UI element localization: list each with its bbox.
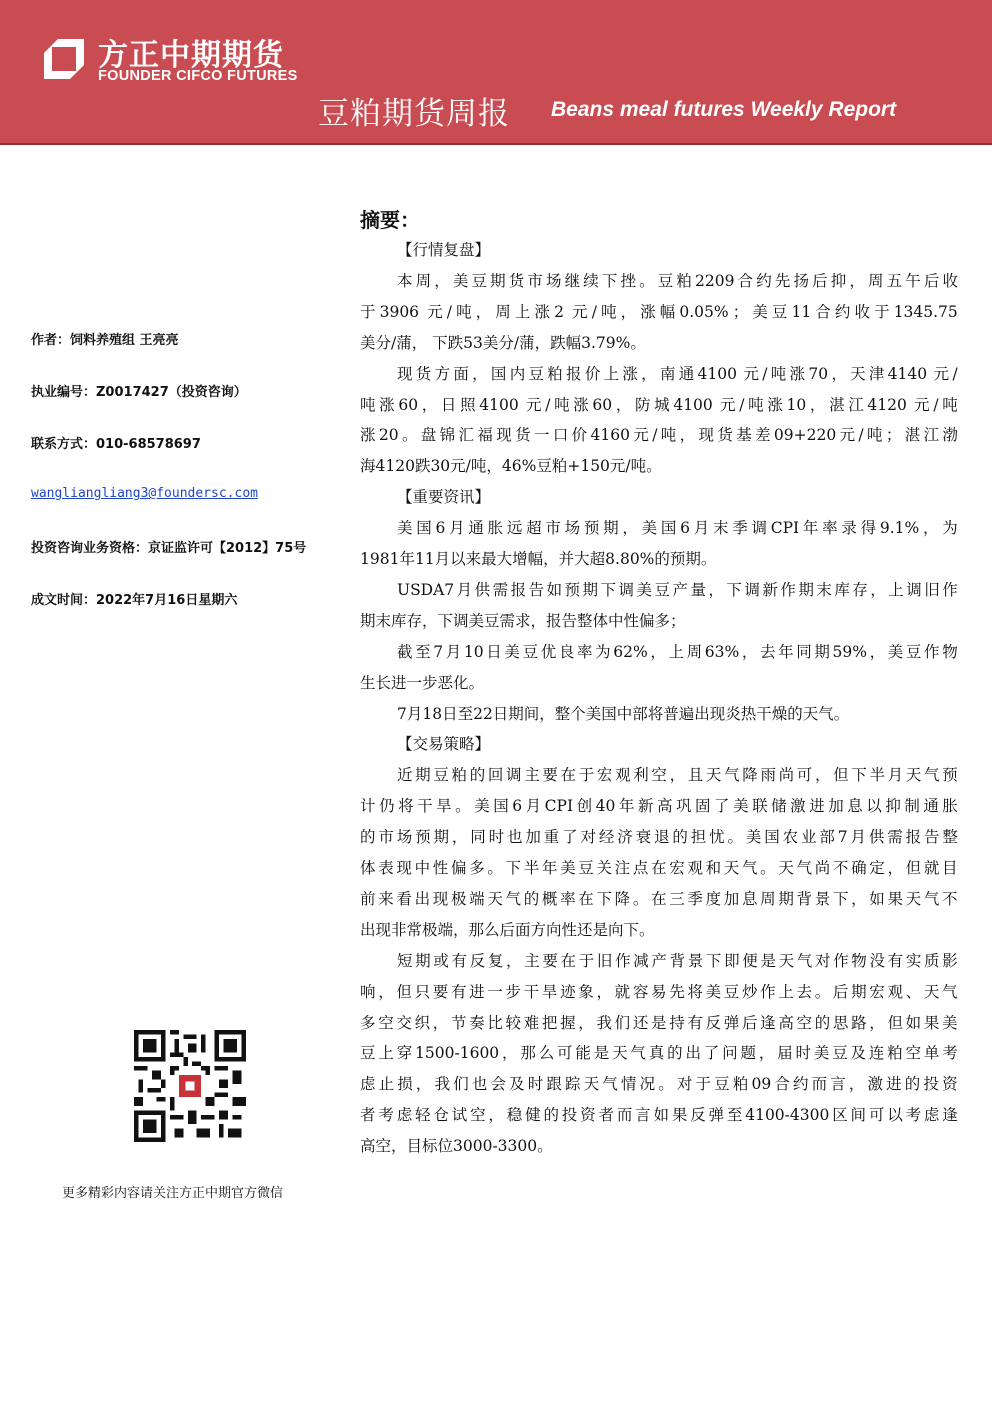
summary-line: 美 国 6 月 通 胀 远 超 市 场 预 期 ， 美 国 6 月 末 季 调 CPI 年 率 录 得 9.1% ， 为 bbox=[397, 519, 958, 538]
summary-line: 虑 止 损 ， 我 们 也 会 及 时 跟 踪 天 气 情 况 。 对 于 豆 粕 09 合 约 而 言 ， 激 进 的 投 资 bbox=[360, 1075, 958, 1094]
summary-line: 【行情复盘】 bbox=[397, 241, 491, 259]
publish-date: 成文时间：2022年7月16日星期六 bbox=[31, 593, 238, 608]
brand-name-en: FOUNDER CIFCO FUTURES bbox=[98, 68, 298, 84]
license-number: 执业编号：Z0017427（投资咨询） bbox=[31, 385, 247, 400]
summary-line: 现 货 方 面 ， 国 内 豆 粕 报 价 上 涨 ， 南 通 4100 元 / 吨 涨 70 ， 天 津 4140 元 / bbox=[397, 364, 958, 383]
summary-line: 体 表 现 中 性 偏 多 。 下 半 年 美 豆 关 注 点 在 宏 观 和 天 气 。 天 气 尚 不 确 定 ， 但 就 目 bbox=[360, 859, 958, 877]
summary-line: 响 ， 但 只 要 有 进 一 步 干 旱 迹 象 ， 就 容 易 先 将 美 豆 炒 作 上 去 。 后 期 宏 观 、 天 气 bbox=[360, 982, 958, 1001]
report-title-en: Beans meal futures Weekly Report bbox=[551, 98, 897, 121]
summary-line: 吨 涨 60 ， 日 照 4100 元 / 吨 涨 60 ， 防 城 4100 元 / 吨 涨 10 ， 湛 江 4120 元 / 吨 bbox=[360, 395, 958, 414]
summary-line: 期末库存，下调美豆需求，报告整体中性偏多； bbox=[360, 611, 686, 630]
qr-caption: 更多精彩内容请关注方正中期官方微信 bbox=[62, 1186, 284, 1201]
contact-phone: 联系方式：010-68578697 bbox=[31, 437, 201, 452]
wechat-qr-code[interactable] bbox=[134, 1030, 246, 1142]
summary-line: 前 来 看 出 现 极 端 天 气 的 概 率 在 下 降 。 在 三 季 度 加 息 周 期 背 景 下 ， 如 果 天 气 不 bbox=[360, 889, 958, 908]
summary-line: 出现非常极端，那么后面方向性还是向下。 bbox=[360, 920, 655, 939]
summary-line: 美分/蒲， 下跌53美分/蒲，跌幅3.79%。 bbox=[360, 333, 646, 352]
summary-title: 摘要： bbox=[360, 208, 420, 232]
founder-logo-icon bbox=[40, 35, 88, 83]
author-info: 作者：饲料养殖组 王亮亮 bbox=[31, 333, 179, 348]
summary-line: 计 仍 将 干 旱 。 美 国 6 月 CPI 创 40 年 新 高 巩 固 了 美 联 储 激 进 加 息 以 抑 制 通 胀 bbox=[360, 797, 958, 816]
summary-line: 涨 20 。 盘 锦 汇 福 现 货 一 口 价 4160 元 / 吨 ， 现 货 基 差 09+220 元 / 吨 ； 湛 江 渤 bbox=[360, 426, 958, 445]
summary-line: 7月18日至22日期间，整个美国中部将普遍出现炎热干燥的天气。 bbox=[397, 704, 850, 723]
summary-line: 【重要资讯】 bbox=[397, 488, 491, 507]
summary-line: 于 3906 元 / 吨 ， 周 上 涨 2 元 / 吨 ， 涨 幅 0.05% ； 美 豆 11 合 约 收 于 1345.75 bbox=[360, 302, 958, 321]
qualification-info: 投资咨询业务资格：京证监许可【2012】75号 bbox=[31, 541, 307, 556]
summary-line: 本 周 ， 美 豆 期 货 市 场 继 续 下 挫 。 豆 粕 2209 合 约 先 扬 后 抑 ， 周 五 午 后 收 bbox=[397, 271, 958, 290]
summary-line: 短 期 或 有 反 复 ， 主 要 在 于 旧 作 减 产 背 景 下 即 便 是 天 气 对 作 物 没 有 实 质 影 bbox=[397, 951, 958, 970]
contact-email-link[interactable]: wangliangliang3@foundersc.com bbox=[31, 486, 258, 501]
summary-line: 多 空 交 织 ， 节 奏 比 较 难 把 握 ， 我 们 还 是 持 有 反 弹 后 逢 高 空 的 思 路 ， 但 如 果 美 bbox=[360, 1013, 958, 1032]
summary-line: 海4120跌30元/吨，46%豆粕+150元/吨。 bbox=[360, 457, 662, 476]
report-title-cn: 豆粕期货周报 bbox=[318, 96, 510, 132]
summary-line: 者 考 虑 轻 仓 试 空 ， 稳 健 的 投 资 者 而 言 如 果 反 弹 至 4100-4300 区 间 可 以 考 虑 逢 bbox=[360, 1106, 958, 1125]
brand-name-cn: 方正中期期货 bbox=[98, 38, 284, 73]
summary-line: 1981年11月以来最大增幅，并大超8.80%的预期。 bbox=[360, 550, 717, 568]
summary-line: 的 市 场 预 期 ， 同 时 也 加 重 了 对 经 济 衰 退 的 担 忧 。 美 国 农 业 部 7 月 供 需 报 告 整 bbox=[360, 828, 958, 847]
report-header bbox=[0, 0, 992, 143]
summary-line: 【交易策略】 bbox=[397, 735, 491, 754]
summary-line: USDA7 月 供 需 报 告 如 预 期 下 调 美 豆 产 量 ， 下 调 新 作 期 末 库 存 ， 上 调 旧 作 bbox=[397, 580, 958, 599]
summary-line: 豆 上 穿 1500-1600 ， 那 么 可 能 是 天 气 真 的 出 了 问 题 ， 届 时 美 豆 及 连 粕 空 单 考 bbox=[360, 1044, 958, 1063]
summary-line: 高空，目标位3000-3300。 bbox=[360, 1137, 553, 1156]
summary-line: 近 期 豆 粕 的 回 调 主 要 在 于 宏 观 利 空 ， 且 天 气 降 雨 尚 可 ， 但 下 半 月 天 气 预 bbox=[397, 766, 958, 785]
summary-line: 生长进一步恶化。 bbox=[360, 673, 485, 692]
summary-line: 截 至 7 月 10 日 美 豆 优 良 率 为 62% ， 上 周 63% ， 去 年 同 期 59% ， 美 豆 作 物 bbox=[397, 642, 958, 661]
